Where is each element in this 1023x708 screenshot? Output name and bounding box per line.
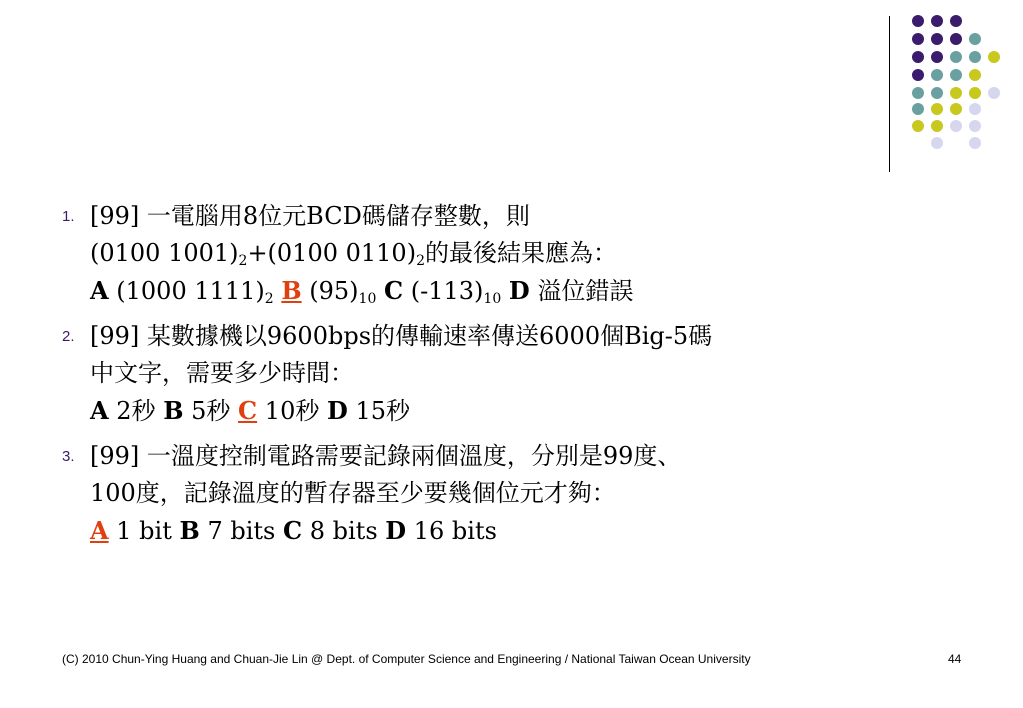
- question-text-continued: 中文字，需要多少時間：: [90, 359, 354, 387]
- option-c-value: 10秒: [264, 397, 320, 425]
- question-options: [90, 392, 982, 430]
- option-d-label: D: [385, 516, 407, 545]
- dots-teal: [912, 33, 981, 115]
- slide-content: [62, 198, 982, 558]
- option-b-value: (95): [309, 277, 359, 305]
- question-item: [62, 438, 982, 550]
- dots-lavender: [931, 87, 1000, 149]
- option-b-label-answer: B: [281, 276, 302, 305]
- option-c-label: C: [282, 516, 303, 545]
- option-d-value: 16 bits: [413, 517, 497, 545]
- option-a-label-answer: A: [90, 516, 109, 545]
- option-d-value: 溢位錯誤: [537, 277, 634, 305]
- question-number: 2.: [62, 328, 75, 345]
- option-a-label: A: [90, 276, 109, 305]
- option-d-value: 15秒: [355, 397, 410, 425]
- option-b-label: B: [179, 516, 200, 545]
- option-b-label: B: [163, 396, 184, 425]
- option-a-value: 2秒: [116, 397, 156, 425]
- option-c-label-answer: C: [238, 396, 258, 425]
- option-a-value: 1 bit: [116, 517, 172, 545]
- footer-credit: (C) 2010 Chun-Ying Huang and Chuan-Jie Lin @ Dept. of Computer Science and Engineering / National Taiwan Ocean University: [62, 652, 751, 666]
- question-item: [62, 198, 982, 310]
- question-text: [99] 某數據機以9600bps的傳輸速率傳送6000個Big-5碼: [90, 322, 713, 350]
- dots-yellow: [912, 51, 1000, 132]
- question-text: [99] 一電腦用8位元BCD碼儲存整數，則: [90, 202, 530, 230]
- page-number: 44: [948, 652, 962, 666]
- question-options: [90, 512, 982, 550]
- question-text-continued: 100度，記錄溫度的暫存器至少要幾個位元才夠：: [90, 479, 616, 507]
- vertical-divider: [889, 16, 890, 172]
- question-list: [62, 198, 982, 550]
- option-a-label: A: [90, 396, 109, 425]
- question-expression: (0100 $1001)_2+(0100$ $0110)_2$的最後結果應為：: [90, 239, 617, 269]
- option-c-value: 8 bits: [309, 517, 378, 545]
- option-a-value: (1000 1111): [116, 277, 265, 305]
- option-d-label: D: [508, 276, 530, 305]
- question-item: [62, 318, 982, 430]
- option-b-value: 5秒: [191, 397, 231, 425]
- question-number: 1.: [62, 208, 75, 225]
- dots-purple: [912, 15, 962, 81]
- option-c-value: (-113): [410, 277, 484, 305]
- question-options: A (1000 $1111)_2$ B $(95)_{10}$ C $(-113)_{10}$ D 溢位錯誤: [90, 276, 634, 307]
- question-number: 3.: [62, 448, 75, 465]
- option-d-label: D: [326, 396, 348, 425]
- question-text: [99] 一溫度控制電路需要記錄兩個溫度，分別是99度、: [90, 442, 682, 470]
- option-c-label: C: [384, 276, 404, 305]
- option-b-value: 7 bits: [207, 517, 276, 545]
